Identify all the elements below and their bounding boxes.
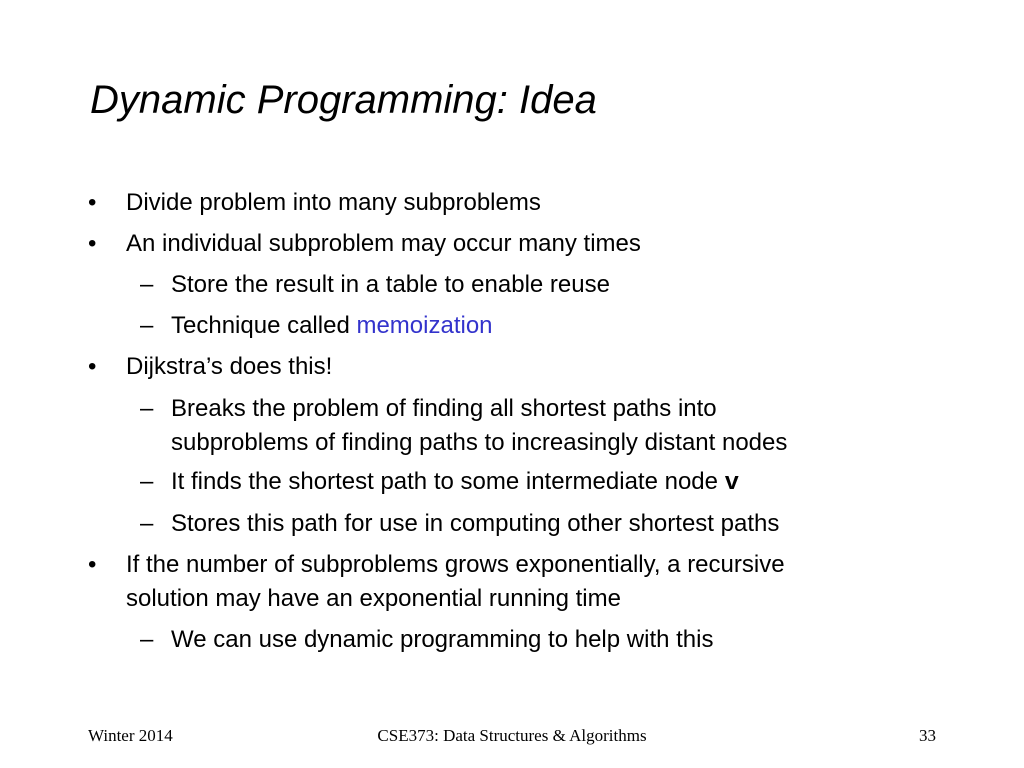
subbullet-finds-shortest <box>171 465 739 501</box>
subbullet-breaks-problem-line2: subproblems of finding paths to increasingly distant nodes <box>171 429 788 456</box>
dash-marker: – <box>140 626 154 653</box>
footer-course: CSE373: Data Structures & Algorithms <box>377 726 647 745</box>
dash-marker: – <box>140 312 154 339</box>
memoization-term: memoization <box>356 312 493 339</box>
bullet-marker: • <box>88 551 97 578</box>
footer-page-number: 33 <box>919 726 936 745</box>
subbullet-stores-path: Stores this path for use in computing other shortest paths <box>171 510 780 537</box>
technique-prefix: Technique called <box>171 312 357 339</box>
subbullet-store-result: Store the result in a table to enable reuse <box>171 271 610 298</box>
bullet-dijkstra: Dijkstra’s does this! <box>126 353 333 380</box>
bullet-divide-problem: Divide problem into many subproblems <box>126 189 541 216</box>
bullet-exponential-line1: If the number of subproblems grows exponentially, a recursive <box>126 551 785 578</box>
dash-marker: – <box>140 271 154 298</box>
bullet-individual-subproblem: An individual subproblem may occur many times <box>126 230 641 257</box>
dash-marker: – <box>140 395 154 422</box>
dash-marker: – <box>140 510 154 537</box>
bullet-exponential-line2: solution may have an exponential running time <box>126 585 621 612</box>
subbullet-dynamic-programming: We can use dynamic programming to help with this <box>171 626 714 653</box>
footer-term: Winter 2014 <box>88 726 173 745</box>
node-v-code: v <box>724 470 740 497</box>
bullet-marker: • <box>88 189 97 216</box>
finds-shortest-prefix: It finds the shortest path to some intermediate node <box>171 468 725 495</box>
dash-marker: – <box>140 468 154 495</box>
slide-title: Dynamic Programming: Idea <box>90 78 597 122</box>
subbullet-technique <box>171 309 493 343</box>
bullet-marker: • <box>88 353 97 380</box>
subbullet-breaks-problem-line1: Breaks the problem of finding all shortest paths into <box>171 395 717 422</box>
bullet-marker: • <box>88 230 97 257</box>
